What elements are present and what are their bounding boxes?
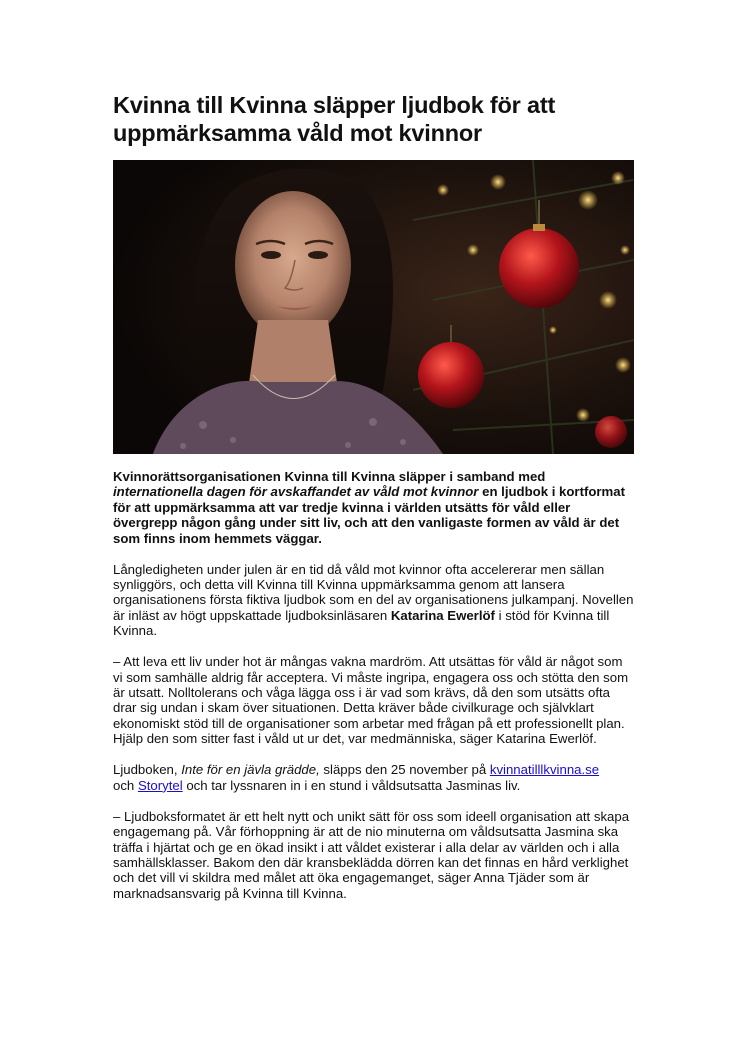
paragraph-1 — [113, 562, 635, 639]
hero-photo — [113, 160, 634, 454]
page-title: Kvinna till Kvinna släpper ljudbok för att uppmärksamma våld mot kvinnor — [113, 92, 556, 146]
paragraph-4: – Ljudboksformatet är ett helt nytt och unikt sätt för oss som ideell organisation att skapa engagemang på. Vår förhoppning är att de nio minuterna om våldsutsatta Jasmina ska träffa i hjärtat och ge en ökad insikt i att våldet existerar i alla delar av världen och i alla samhällsklasser. Bakom den där kransbeklädda dörren kan det finnas en hård verklighet och det vill vi skildra med målet att öka engagemanget, säger Anna Tjäder som är marknadsansvarig på Kvinna till Kvinna. — [113, 808, 630, 901]
lead-italic: internationella dagen för avskaffandet av våld mot kvinnor — [113, 484, 479, 500]
narrator-name: Katarina Ewerlöf — [390, 607, 495, 623]
woman-christmas-tree-image — [113, 160, 634, 454]
paragraph-3-post: och tar lyssnaren in i en stund i våldsutsatta Jasminas liv. — [182, 777, 521, 793]
article-body — [113, 469, 635, 917]
lead-text-2: en ljudbok i kortformat för att uppmärksamma att var tredje kvinna i världen utsätts för våld eller övergrepp någon gång under sitt liv, och att den vanligaste formen av våld är det som finns inom hemmets väggar. — [113, 484, 625, 546]
paragraph-3-and: och — [113, 777, 138, 793]
lead-paragraph — [113, 469, 635, 546]
paragraph-1-text: Långledigheten under julen är en tid då våld mot kvinnor ofta accelererar men sällan synliggörs, och detta vill Kvinna till Kvinna uppmärksamma genom att lansera organisationens första fiktiva ljudbok som en del av organisationens julkampanj. Novellen är inläst av högt uppskattade ljudboksinläsaren — [113, 561, 634, 623]
storytel-link[interactable]: Storytel — [137, 777, 183, 793]
lead-text-1: Kvinnorättsorganisationen Kvinna till Kvinna släpper i samband med — [113, 469, 546, 484]
kvinnatillkvinna-link[interactable]: kvinnatilllkvinna.se — [489, 762, 600, 778]
paragraph-3 — [113, 762, 635, 793]
book-title: Inte för en jävla grädde, — [181, 762, 320, 778]
paragraph-3-pre: Ljudboken, — [113, 762, 182, 778]
paragraph-2: – Att leva ett liv under hot är mångas vakna mardröm. Att utsättas för våld är något som vi som samhälle aldrig får acceptera. Vi måste ingripa, engagera oss och stötta den som är utsatt. Nolltolerans och våga lägga oss i är vad som krävs, då den som utsätts ofta drar sig undan i skam över situationen. Detta kräver både civilkurage och självklart ekonomiskt stöd till de organisationer som arbetar med frågan på ett professionellt plan. Hjälp den som sitter fast i våld ut ur det, var medmänniska, säger Katarina Ewerlöf. — [113, 654, 629, 747]
paragraph-3-mid: släpps den 25 november på — [319, 762, 490, 778]
paragraph-1-tail: i stöd för Kvinna till Kvinna. — [113, 607, 610, 639]
